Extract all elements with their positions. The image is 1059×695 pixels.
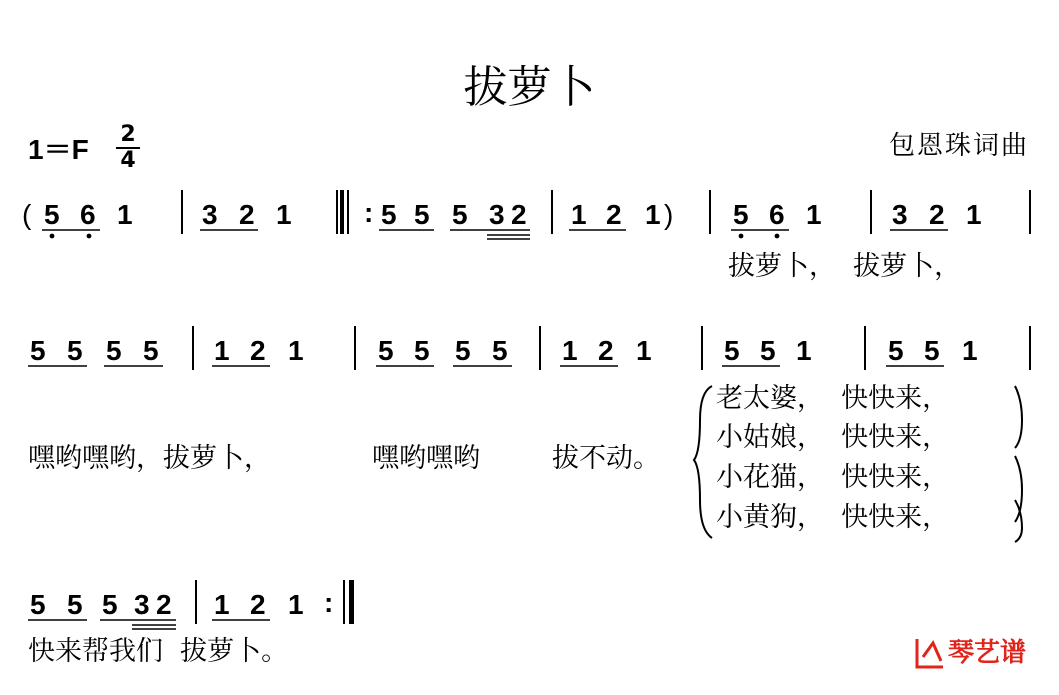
note: 3 [202, 199, 218, 230]
note: 1 [636, 335, 652, 366]
note: 5 [760, 335, 776, 366]
note: 2 [511, 199, 527, 230]
lyric-line-2c: 拔不动。 [552, 443, 660, 474]
verse-lyric-4: 小黄狗， 快快来， [716, 502, 950, 533]
lyric-line-1: 拔萝卜， 拔萝卜， [728, 251, 962, 282]
paren-open: ( [22, 199, 32, 230]
note: 5 [102, 589, 118, 620]
note: 5 [924, 335, 940, 366]
note: 5 [733, 199, 749, 230]
lyric-line-3: 快来帮我们 拔萝卜。 [28, 636, 289, 667]
note: 1 [214, 589, 230, 620]
note: 5 [492, 335, 508, 366]
note: 1 [214, 335, 230, 366]
note: 5 [106, 335, 122, 366]
repeat-dots: : [364, 197, 374, 228]
note: 2 [239, 199, 255, 230]
note: 5 [452, 199, 468, 230]
note: 1 [288, 589, 304, 620]
note: 5 [44, 199, 60, 230]
note: 3 [892, 199, 908, 230]
note: 1 [276, 199, 292, 230]
composer-credit: 包恩珠词曲 [888, 131, 1029, 161]
note: 2 [250, 335, 266, 366]
paren-close: ) [664, 199, 674, 230]
note: 2 [250, 589, 266, 620]
note: 1 [966, 199, 982, 230]
note: 1 [117, 199, 133, 230]
note: 3 [134, 589, 150, 620]
verse-lyric-2: 小姑娘， 快快来， [716, 422, 950, 453]
note: 2 [598, 335, 614, 366]
note: 2 [156, 589, 172, 620]
key-signature: 1＝F [28, 134, 89, 165]
song-title: 拔萝卜 [463, 62, 596, 113]
lyric-line-2a: 嘿哟嘿哟，拔萝卜， [28, 443, 271, 474]
note: 2 [929, 199, 945, 230]
verse-bracket-left [694, 386, 712, 538]
note: 6 [769, 199, 785, 230]
logo-text: 琴艺谱 [948, 638, 1027, 668]
note: 1 [962, 335, 978, 366]
note: 5 [67, 335, 83, 366]
repeat-start-thick [340, 190, 344, 234]
lyric-line-2b: 嘿哟嘿哟 [372, 443, 480, 474]
verse-lyric-1: 老太婆， 快快来， [716, 383, 950, 414]
note: 5 [888, 335, 904, 366]
note: 2 [606, 199, 622, 230]
note: 1 [288, 335, 304, 366]
octave-dots [50, 234, 780, 239]
note: 1 [645, 199, 661, 230]
verse-lyric-3: 小花猫， 快快来， [716, 462, 950, 493]
note: 5 [30, 589, 46, 620]
note: 5 [414, 335, 430, 366]
note: 1 [562, 335, 578, 366]
time-signature-bottom: 4 [120, 148, 136, 173]
note: 1 [571, 199, 587, 230]
note: 6 [80, 199, 96, 230]
repeat-dots: : [324, 587, 334, 618]
repeat-end-thick [349, 580, 354, 624]
note: 1 [796, 335, 812, 366]
note: 5 [143, 335, 159, 366]
note: 5 [30, 335, 46, 366]
note: 1 [806, 199, 822, 230]
note: 5 [455, 335, 471, 366]
time-signature-top: 2 [120, 122, 136, 147]
note: 5 [414, 199, 430, 230]
verse-bracket-right-1 [1015, 386, 1022, 448]
note: 3 [489, 199, 505, 230]
note: 5 [381, 199, 397, 230]
note: 5 [378, 335, 394, 366]
qinyipu-logo-icon [913, 635, 947, 671]
note: 5 [67, 589, 83, 620]
note: 5 [724, 335, 740, 366]
